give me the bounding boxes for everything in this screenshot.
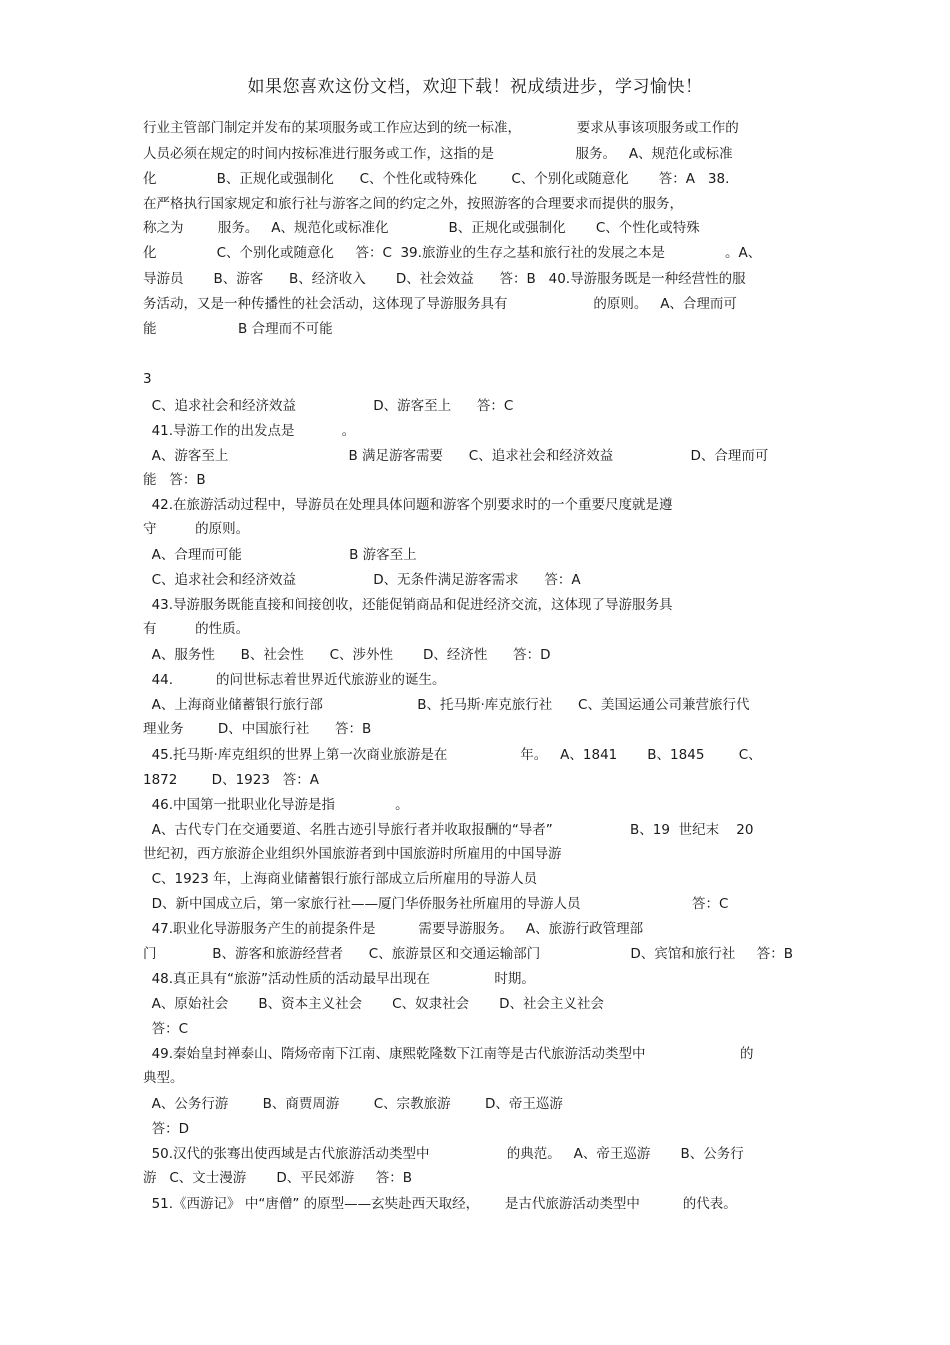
text-line: A、上海商业储蓄银行旅行部 B、托马斯·库克旅行社 C、美国运通公司兼营旅行代 (143, 697, 750, 713)
text-line: 世纪初，西方旅游企业组织外国旅游者到中国旅游时所雇用的中国导游 (143, 846, 562, 862)
text-line: 43.导游服务既能直接和间接创收，还能促销商品和促进经济交流，这体现了导游服务具 (143, 597, 673, 613)
text-line: A、古代专门在交通要道、名胜古迹引导旅行者并收取报酬的“导者” B、19 世纪末 20 (143, 822, 754, 838)
text-line: 1872 D、1923 答：A (143, 772, 320, 788)
text-line: 化 B、正规化或强制化 C、个性化或特殊化 C、个别化或随意化 答：A 38. (143, 171, 730, 187)
text-line: 48.真正具有“旅游”活动性质的活动最早出现在 时期。 (143, 971, 535, 987)
text-line: A、合理而可能 B 游客至上 (143, 547, 417, 563)
text-line: 41.导游工作的出发点是 。 (143, 423, 356, 439)
text-line: 务活动，又是一种传播性的社会活动，这体现了导游服务具有 的原则。 A、合理而可 (143, 296, 737, 312)
text-line: 守 的原则。 (143, 521, 250, 537)
text-line: 化 C、个别化或随意化 答：C 39.旅游业的生存之基和旅行社的发展之本是 。A、 (143, 245, 762, 261)
text-line: 50.汉代的张骞出使西域是古代旅游活动类型中 的典范。 A、帝王巡游 B、公务行 (143, 1146, 744, 1162)
text-line: 称之为 服务。 A、规范化或标准化 B、正规化或强制化 C、个性化或特殊 (143, 220, 700, 236)
text-line: C、追求社会和经济效益 D、游客至上 答：C (143, 398, 514, 414)
text-line: 能 答：B (143, 472, 206, 488)
text-line: 有 的性质。 (143, 621, 250, 637)
text-line: 答：C (143, 1021, 189, 1037)
text-line: A、原始社会 B、资本主义社会 C、奴隶社会 D、社会主义社会 (143, 996, 605, 1012)
text-line: 人员必须在规定的时间内按标准进行服务或工作，这指的是 服务。 A、规范化或标准 (143, 146, 733, 162)
text-line: A、公务行游 B、商贾周游 C、宗教旅游 D、帝王巡游 (143, 1096, 563, 1112)
text-line: 门 B、游客和旅游经营者 C、旅游景区和交通运输部门 D、宾馆和旅行社 答：B (143, 946, 793, 962)
text-line: 答：D (143, 1121, 189, 1137)
text-line: 51.《西游记》 中“唐僧” 的原型——玄奘赴西天取经， 是古代旅游活动类型中 的代表。 (143, 1196, 737, 1212)
text-line: 能 B 合理而不可能 (143, 321, 333, 337)
text-line: 49.秦始皇封禅泰山、隋炀帝南下江南、康熙乾隆数下江南等是古代旅游活动类型中 的 (143, 1046, 754, 1062)
text-line: 游 C、文士漫游 D、平民郊游 答：B (143, 1170, 412, 1186)
text-line: A、服务性 B、社会性 C、涉外性 D、经济性 答：D (143, 647, 551, 663)
text-line: C、追求社会和经济效益 D、无条件满足游客需求 答：A (143, 572, 581, 588)
page-number: 3 (143, 371, 152, 387)
text-line: 46.中国第一批职业化导游是指 。 (143, 797, 409, 813)
text-line: 42.在旅游活动过程中，导游员在处理具体问题和游客个别要求时的一个重要尺度就是遵 (143, 497, 673, 513)
text-line: D、新中国成立后，第一家旅行社——厦门华侨服务社所雇用的导游人员 答：C (143, 896, 729, 912)
text-line: 典型。 (143, 1070, 184, 1086)
text-line: 行业主管部门制定并发布的某项服务或工作应达到的统一标准， 要求从事该项服务或工作的 (143, 120, 739, 136)
text-line: C、1923 年，上海商业储蓄银行旅行部成立后所雇用的导游人员 (143, 871, 538, 887)
text-line: A、游客至上 B 满足游客需要 C、追求社会和经济效益 D、合理而可 (143, 448, 769, 464)
text-line: 在严格执行国家规定和旅行社与游客之间的约定之外，按照游客的合理要求而提供的服务， (143, 196, 683, 212)
text-line: 47.职业化导游服务产生的前提条件是 需要导游服务。 A、旅游行政管理部 (143, 921, 644, 937)
text-line: 理业务 D、中国旅行社 答：B (143, 721, 372, 737)
text-line: 导游员 B、游客 B、经济收入 D、社会效益 答：B 40.导游服务既是一种经营性的服 (143, 271, 746, 287)
text-line: 45.托马斯·库克组织的世界上第一次商业旅游是在 年。 A、1841 B、1845 C、 (143, 747, 762, 763)
text-line: 44. 的问世标志着世界近代旅游业的诞生。 (143, 672, 446, 688)
page-header: 如果您喜欢这份文档，欢迎下载！祝成绩进步，学习愉快！ (247, 77, 703, 97)
